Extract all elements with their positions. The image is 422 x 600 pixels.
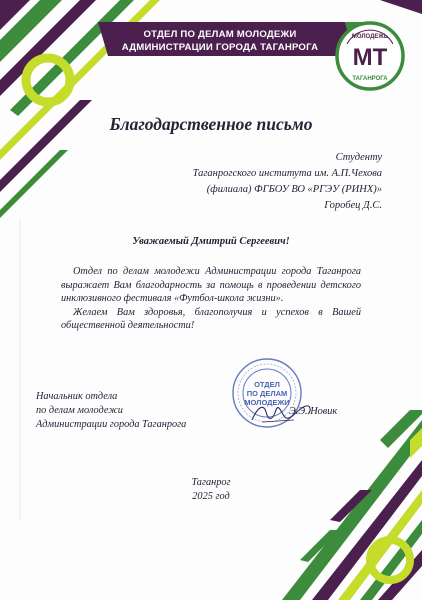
body-paragraph-1: Отдел по делам молодежи Администрации города Таганрога выражает Вам благодарность за помощь в проведении детского инклюзивного фестиваля «Футбол-школа жизни». xyxy=(61,266,361,304)
organization-name-line1: ОТДЕЛ ПО ДЕЛАМ МОЛОДЕЖИ xyxy=(143,29,297,40)
youth-department-logo-icon xyxy=(334,20,406,92)
top-right-stripes xyxy=(380,0,422,14)
recipient-line3: (филиала) ФГБОУ ВО «РГЭУ (РИНХ)» xyxy=(206,184,382,195)
logo-arc-bottom: ТАГАНРОГА xyxy=(352,76,388,82)
recipient-block xyxy=(193,150,382,214)
stamp-line3: МОЛОДЕЖИ xyxy=(244,398,290,407)
bottom-right-stripes xyxy=(282,410,422,600)
organization-name-line2: АДМИНИСТРАЦИИ ГОРОДА ТАГАНРОГА xyxy=(121,42,319,53)
body-paragraph-2: Желаем Вам здоровья, благополучия и успехов в Вашей общественной деятельности! xyxy=(61,306,361,331)
recipient-line2: Таганрогского института им. А.П.Чехова xyxy=(192,168,382,179)
organization-header xyxy=(100,28,340,54)
signer-line3: Администрации города Таганрога xyxy=(36,419,187,430)
signer-block xyxy=(36,390,186,432)
recipient-line4: Горобец Д.С. xyxy=(324,200,382,211)
document-title: Благодарственное письмо xyxy=(109,114,313,134)
footer-city: Таганрог xyxy=(191,477,231,488)
letter-body xyxy=(61,265,361,333)
logo-letters: МТ xyxy=(352,44,388,71)
stamp-line1: ОТДЕЛ xyxy=(254,380,280,389)
signer-name: Э.Э. Новик xyxy=(289,406,338,417)
logo-arc-top: МОЛОДЕЖЬ xyxy=(351,34,389,40)
signer-line2: по делам молодежи xyxy=(36,405,123,416)
footer-year: 2025 год xyxy=(192,491,230,502)
signer-line1: Начальник отдела xyxy=(36,391,118,402)
greeting: Уважаемый Дмитрий Сергеевич! xyxy=(132,236,290,247)
stamp-line2: ПО ДЕЛАМ xyxy=(246,389,288,398)
recipient-line1: Студенту xyxy=(335,152,382,163)
footer-block xyxy=(0,476,422,504)
